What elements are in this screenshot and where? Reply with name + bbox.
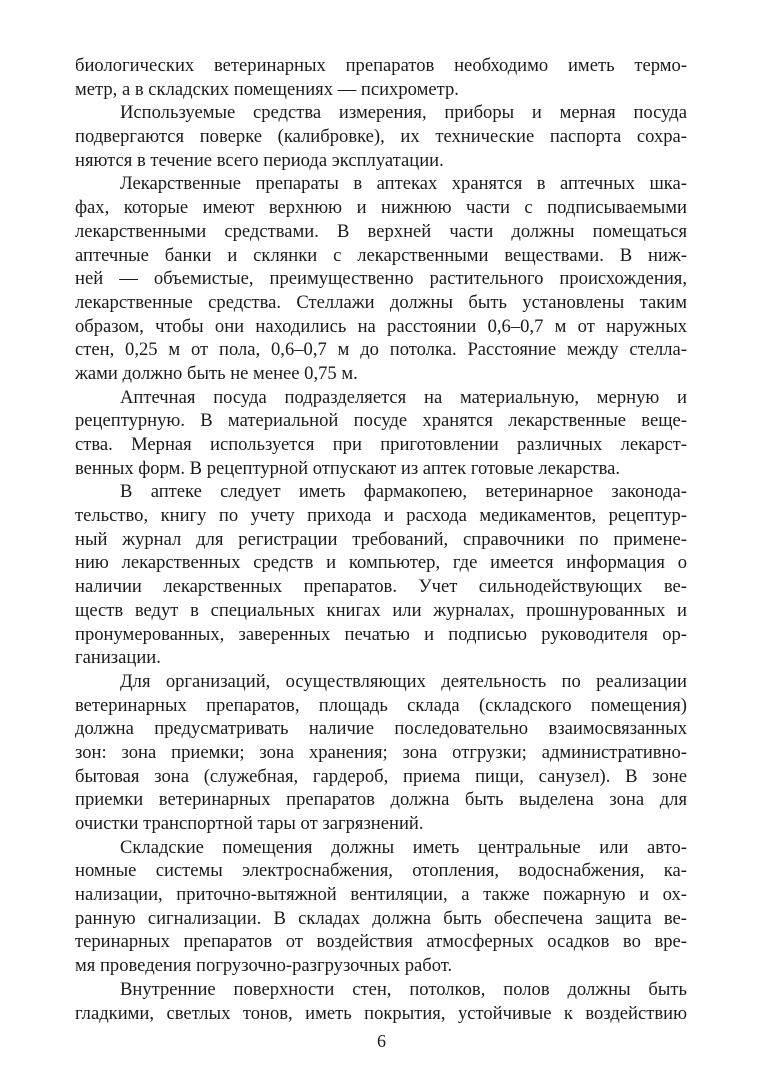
text-line: венных форм. В рецептурной отпускают из аптек готовые лекарства. <box>75 457 621 479</box>
text-line: тельство, книгу по учету прихода и расхода медикаментов, рецептур- <box>75 505 687 527</box>
text-line: Внутренние поверхности стен, потолков, полов должны быть <box>120 978 687 1000</box>
page-number: 6 <box>377 1031 386 1051</box>
text-line: образом, чтобы они находились на расстоянии 0,6–0,7 м от наружных <box>75 315 687 337</box>
paragraph-3 <box>75 172 687 385</box>
text-line: биологических ветеринарных препаратов необходимо иметь термо- <box>75 55 687 76</box>
text-line: Лекарственные препараты в аптеках хранятся в аптечных шка- <box>120 173 687 195</box>
text-line: ветеринарных препаратов, площадь склада (складского помещения) <box>75 694 687 716</box>
text-line: зон: зона приемки; зона хранения; зона отгрузки; административно- <box>75 741 687 763</box>
text-line: Аптечная посуда подразделяется на материальную, мерную и <box>120 386 687 408</box>
paragraph-6 <box>75 670 687 836</box>
text-line: няются в течение всего периода эксплуатации. <box>75 149 444 171</box>
text-line: ществ ведут в специальных книгах или журналах, прошнурованных и <box>75 599 687 621</box>
text-line: ства. Мерная используется при приготовлении различных лекарст- <box>75 434 687 455</box>
text-line: пронумерованных, заверенных печатью и подписью руководителя ор- <box>75 623 687 645</box>
text-line: наличии лекарственных препаратов. Учет сильнодействующих ве- <box>75 576 687 598</box>
text-line: Используемые средства измерения, приборы и мерная посуда <box>120 102 687 124</box>
text-line: ганизации. <box>75 647 161 669</box>
text-line: фах, которые имеют верхнюю и нижнюю части с подписываемыми <box>75 197 687 219</box>
text-line: нализации, приточно-вытяжной вентиляции, а также пожарную и ох- <box>75 884 687 906</box>
text-line: ный журнал для регистрации требований, справочники по примене- <box>75 528 687 550</box>
text-line: стен, 0,25 м от пола, 0,6–0,7 м до потолка. Расстояние между стелла- <box>75 339 687 361</box>
paragraph-1 <box>75 54 687 101</box>
text-line: В аптеке следует иметь фармакопею, ветеринарное законода- <box>120 481 687 503</box>
text-line: ранную сигнализации. В складах должна быть обеспечена защита ве- <box>75 907 687 929</box>
paragraph-7 <box>75 836 687 978</box>
text-line: нию лекарственных средств и компьютер, где имеется информация о <box>75 552 687 574</box>
text-line: мя проведения погрузочно-разгрузочных работ. <box>75 955 453 977</box>
text-line: Складские помещения должны иметь центральные или авто- <box>120 836 687 858</box>
text-line: рецептурную. В материальной посуде хранятся лекарственные веще- <box>75 410 687 432</box>
text-line: теринарных препаратов от воздействия атмосферных осадков во вре- <box>75 931 687 953</box>
paragraph-4 <box>75 386 687 481</box>
text-line: лекарственными средствами. В верхней части должны помещаться <box>75 220 687 242</box>
text-line: очистки транспортной тары от загрязнений. <box>75 813 424 834</box>
text-line: подвергаются поверке (калибровке), их технические паспорта сохра- <box>75 126 687 148</box>
text-line: приемки ветеринарных препаратов должна быть выделена зона для <box>75 789 687 811</box>
text-line: аптечные банки и склянки с лекарственными веществами. В ниж- <box>75 244 687 266</box>
text-line: жами должно быть не менее 0,75 м. <box>75 362 358 384</box>
paragraph-5 <box>75 480 687 670</box>
text-line: Для организаций, осуществляющих деятельность по реализации <box>120 670 687 692</box>
text-line: должна предусматривать наличие последовательно взаимосвязанных <box>75 718 687 740</box>
text-line: лекарственные средства. Стеллажи должны быть установлены таким <box>75 291 687 313</box>
paragraph-2 <box>75 101 687 172</box>
text-line: ней — объемистые, преимущественно растительного происхождения, <box>75 268 687 290</box>
page-body <box>75 54 687 1025</box>
text-line: номные системы электроснабжения, отопления, водоснабжения, ка- <box>75 860 687 882</box>
text-line: гладкими, светлых тонов, иметь покрытия, устойчивые к воздействию <box>75 1002 687 1024</box>
text-line: бытовая зона (служебная, гардероб, приема пищи, санузел). В зоне <box>75 765 687 787</box>
paragraph-8 <box>75 978 687 1025</box>
text-line: метр, а в складских помещениях — психрометр. <box>75 78 459 100</box>
